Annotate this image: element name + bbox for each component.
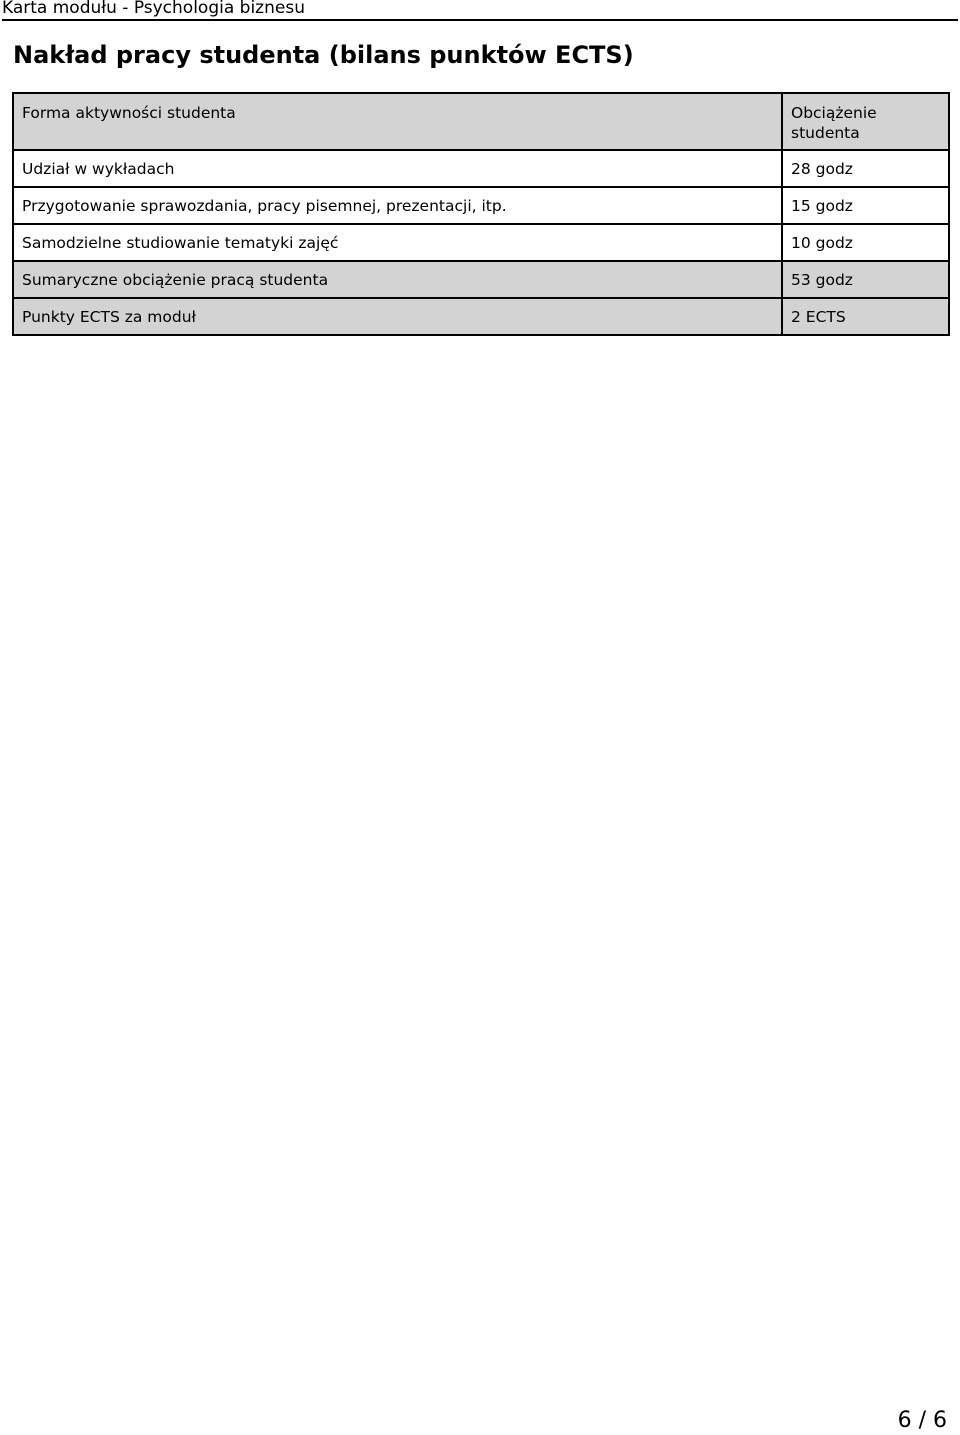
activity-cell: Przygotowanie sprawozdania, pracy pisemnej, prezentacji, itp. (13, 187, 782, 224)
load-cell: 10 godz (782, 224, 949, 261)
activity-cell: Samodzielne studiowanie tematyki zajęć (13, 224, 782, 261)
summary-load-cell: 53 godz (782, 261, 949, 298)
ects-row (13, 298, 949, 335)
header-activity-cell: Forma aktywności studenta (13, 93, 782, 150)
summary-activity-cell: Sumaryczne obciążenie pracą studenta (13, 261, 782, 298)
section-title: Nakład pracy studenta (bilans punktów ECTS) (13, 41, 634, 69)
load-cell: 28 godz (782, 150, 949, 187)
table-header-row (13, 93, 949, 150)
header-load-cell: Obciążenie studenta (782, 93, 949, 150)
summary-row (13, 261, 949, 298)
ects-activity-cell: Punkty ECTS za moduł (13, 298, 782, 335)
load-cell: 15 godz (782, 187, 949, 224)
table-row (13, 224, 949, 261)
document-header-title: Karta modułu - Psychologia biznesu (2, 0, 305, 18)
table-row (13, 150, 949, 187)
page-number: 6 / 6 (897, 1408, 947, 1433)
workload-table (12, 92, 950, 336)
table-row (13, 187, 949, 224)
ects-load-cell: 2 ECTS (782, 298, 949, 335)
activity-cell: Udział w wykładach (13, 150, 782, 187)
document-header (2, 0, 958, 21)
